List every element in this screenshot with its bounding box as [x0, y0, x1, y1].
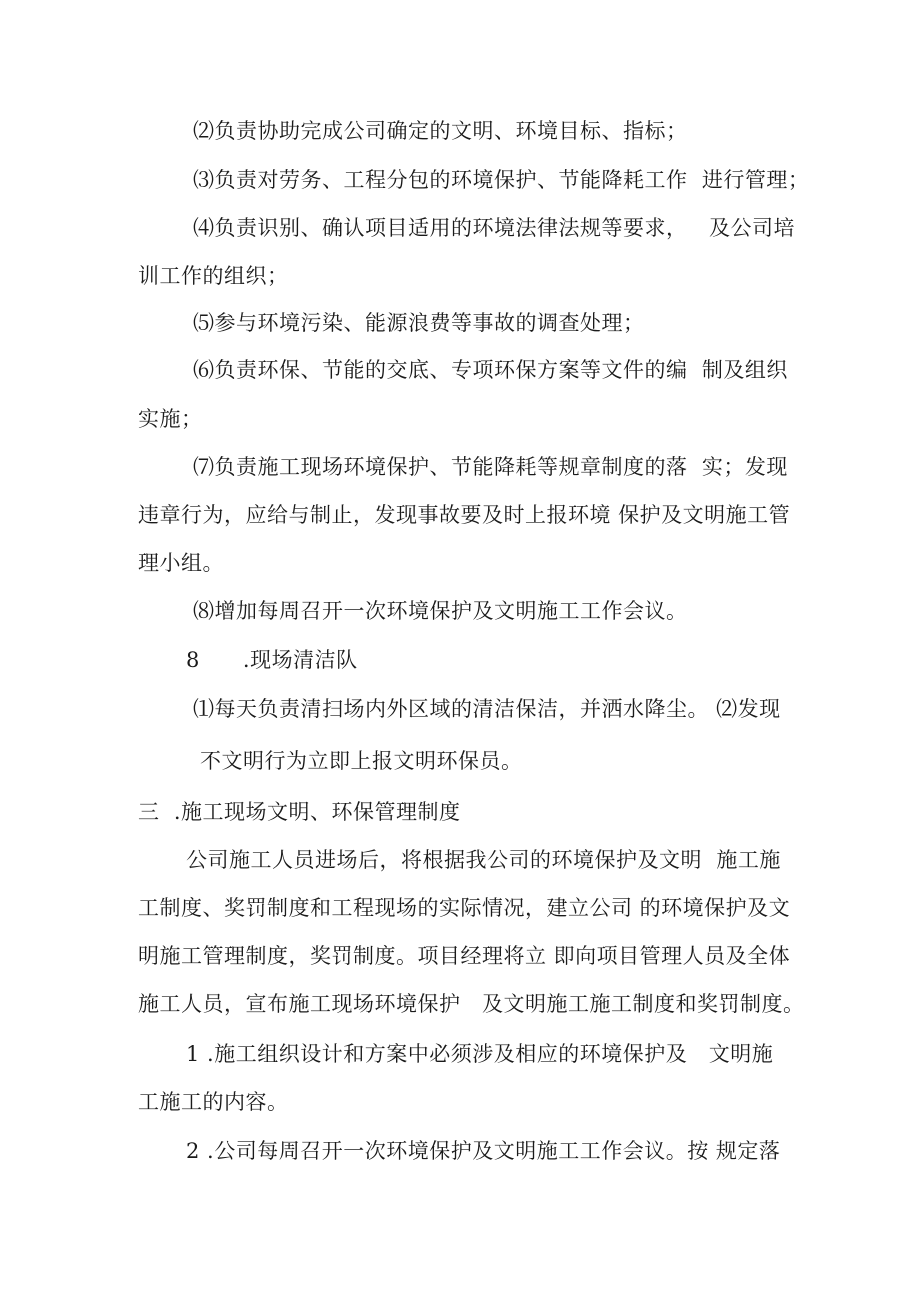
text-line-suffix: ； [787, 168, 810, 192]
section-heading: 三 .施工现场文明、环保管理制度 [138, 800, 461, 824]
text-line: ⑻增加每周召开一次环境保护及文明施工工作会议。 [193, 599, 688, 623]
text-line: ⑹负责环保、节能的交底、专项环保方案等文件的编 制及组织 [193, 358, 788, 382]
text-line: 不文明行为立即上报文明环保员。 [200, 749, 523, 773]
text-line: 公司施工人员进场后，将根据我公司的环境保护及文明 施工施 [186, 848, 781, 872]
text-line [193, 165, 809, 195]
section-heading: 8 .现场清洁队 [186, 648, 358, 672]
text-line: 理小组。 [138, 551, 224, 575]
text-line: ⑴每天负责清扫场内外区域的清洁保洁，并洒水降尘。 ⑵发现 [193, 697, 781, 721]
text-line: 违章行为，应给与制止，发现事故要及时上报环境 保护及文明施工管 [138, 503, 791, 527]
text-line: 施工人员，宣布施工现场环境保护 及文明施工施工制度和奖罚制度。 [138, 992, 805, 1016]
text-line: 工施工的内容。 [138, 1090, 289, 1114]
text-line-main: ⑶负责对劳务、工程分包的环境保护、节能降耗工作 进行管理 [193, 168, 788, 192]
text-line: 工制度、奖罚制度和工程现场的实际情况，建立公司 的环境保护及文 [138, 896, 791, 920]
text-line: 明施工管理制度，奖罚制度。项目经理将立 即向项目管理人员及全体 [138, 944, 791, 968]
text-line-suffix: ；发现 [723, 455, 788, 479]
text-line-main: ⑺负责施工现场环境保护、节能降耗等规章制度的落 实 [193, 455, 724, 479]
numbered-item: 2 .公司每周召开一次环境保护及文明施工工作会议。按 规定落 [186, 1139, 781, 1163]
text-line: 实施； [138, 407, 203, 431]
numbered-item: 1 .施工组织设计和方案中必须涉及相应的环境保护及 文明施 [186, 1042, 774, 1066]
text-line [193, 452, 788, 482]
text-line: ⑷负责识别、确认项目适用的环境法律法规等要求， 及公司培 [193, 216, 796, 240]
text-line: 训工作的组织； [138, 264, 289, 288]
text-line: ⑸参与环境污染、能源浪费等事故的调查处理； [193, 311, 645, 335]
text-line: ⑵负责协助完成公司确定的文明、环境目标、指标； [193, 119, 688, 143]
